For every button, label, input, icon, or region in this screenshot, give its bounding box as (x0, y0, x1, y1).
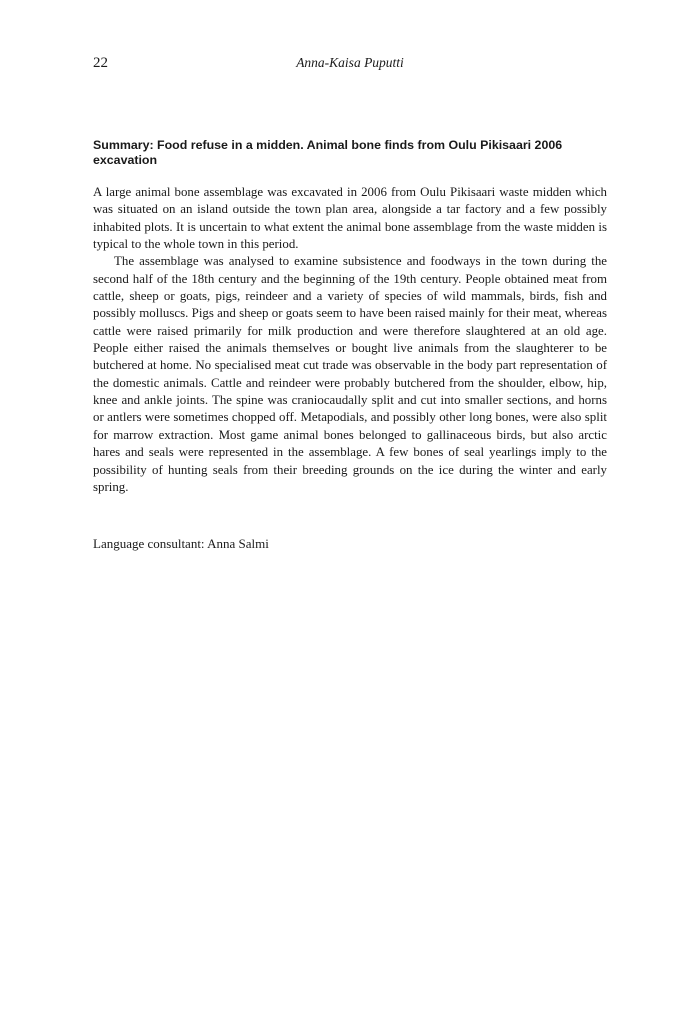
page-number: 22 (93, 55, 108, 71)
running-header (93, 55, 607, 75)
running-author: Anna-Kaisa Puputti (296, 55, 404, 70)
document-page (93, 0, 607, 1014)
summary-paragraph-1: A large animal bone assemblage was excavated in 2006 from Oulu Pikisaari waste midden which was situated on an island outside the town plan area, alongside a tar factory and a few possibly inhabited plots. It is uncertain to what extent the animal bone assemblage from the waste midden is typical to the whole town in this period. (93, 185, 607, 252)
language-consultant-note: Language consultant: Anna Salmi (93, 536, 269, 551)
summary-heading: Summary: Food refuse in a midden. Animal bone finds from Oulu Pikisaari 2006 excavation (93, 138, 563, 167)
summary-body (93, 184, 607, 496)
summary-paragraph-2: The assemblage was analysed to examine subsistence and foodways in the town during the second half of the 18th century and the beginning of the 19th century. People obtained meat from cattle, sheep or goats, pigs, reindeer and a variety of species of wild mammals, birds, fish and possibly molluscs. Pigs and sheep or goats seem to have been raised mainly for their meat, whereas cattle were raised primarily for milk production and were therefore slaughtered at an old age. People either raised the animals themselves or bought live animals from the slaughterer to be butchered at home. No specialised meat cut trade was observable in the body part representation of the domestic animals. Cattle and reindeer were probably butchered from the shoulder, elbow, hip, knee and ankle joints. The spine was craniocaudally split and cut into smaller sections, and horns or antlers were sometimes chopped off. Metapodials, and possibly other long bones, were also split for marrow extraction. Most game animal bones belonged to gallinaceous birds, but also arctic hares and seals were represented in the assemblage. A few bones of seal yearlings imply to the possibility of hunting seals from their breeding grounds on the ice during the winter and early spring. (93, 254, 607, 494)
